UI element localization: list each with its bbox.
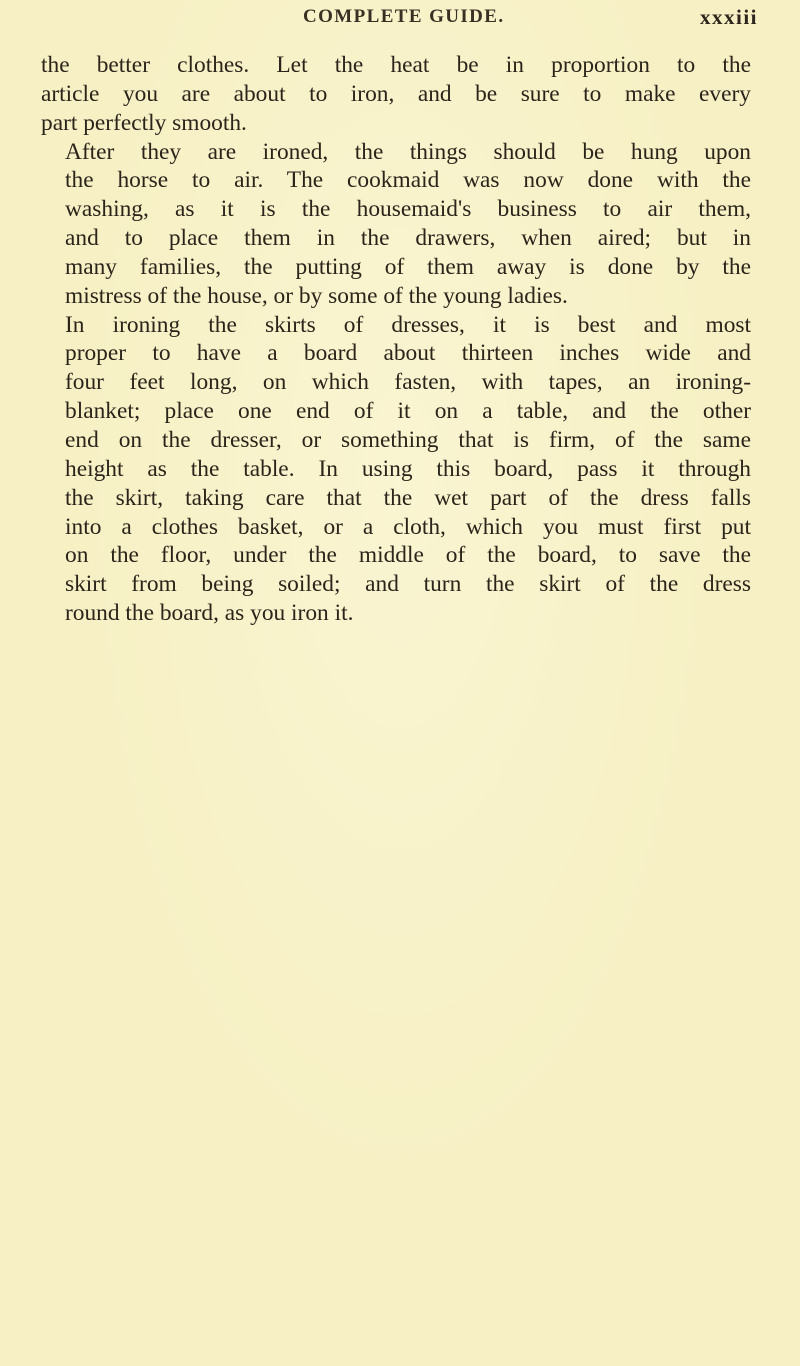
text-line: on the floor, under the middle of the board, to save the: [65, 542, 751, 569]
text-line: end on the dresser, or something that is firm, of the same: [65, 426, 751, 453]
text-line: In ironing the skirts of dresses, it is best and most: [65, 311, 751, 338]
running-title: COMPLETE GUIDE.: [303, 6, 505, 27]
text-line: skirt from being soiled; and turn the skirt of the dress: [65, 571, 751, 598]
page-number: xxxiii: [700, 5, 759, 29]
text-line: blanket; place one end of it on a table, and the other: [65, 398, 751, 425]
text-line: washing, as it is the housemaid's business to air them,: [65, 196, 751, 223]
text-line: into a clothes basket, or a cloth, which you must first put: [65, 513, 751, 540]
text-line: four feet long, on which fasten, with tapes, an ironing-: [65, 369, 751, 396]
text-line: the horse to air. The cookmaid was now done with the: [65, 167, 751, 194]
text-line: article you are about to iron, and be sure to make every: [41, 80, 751, 107]
text-line: the better clothes. Let the heat be in proportion to the: [41, 52, 751, 78]
body-text: [41, 51, 751, 628]
paragraph-3: [41, 311, 751, 628]
text-line: the skirt, taking care that the wet part of the dress falls: [65, 484, 751, 511]
paragraph-1: [41, 51, 751, 138]
text-line: round the board, as you iron it.: [65, 600, 354, 627]
text-line: and to place them in the drawers, when aired; but in: [65, 225, 751, 252]
text-line: mistress of the house, or by some of the young ladies.: [65, 282, 568, 309]
text-line: After they are ironed, the things should be hung upon: [65, 138, 751, 165]
running-head: [40, 6, 794, 34]
text-line: proper to have a board about thirteen inches wide and: [65, 340, 751, 367]
text-line: part perfectly smooth.: [41, 109, 247, 136]
text-line: height as the table. In using this board, pass it through: [65, 455, 751, 482]
text-line: many families, the putting of them away is done by the: [65, 253, 751, 280]
paragraph-2: [41, 138, 751, 311]
